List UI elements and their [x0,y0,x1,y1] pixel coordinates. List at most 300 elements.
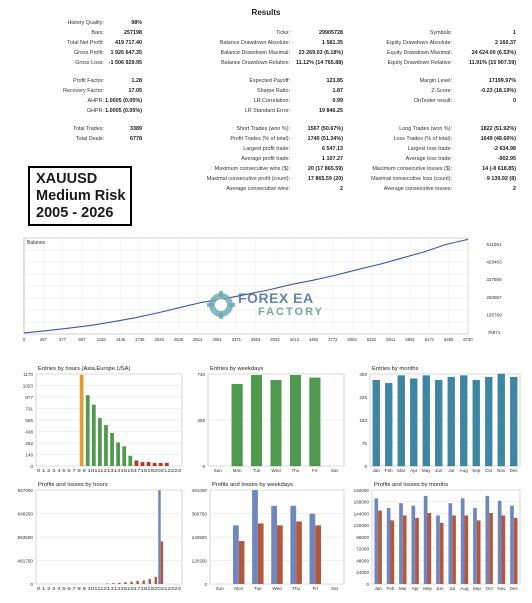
stat-label: Ticks: [276,30,290,36]
chart-bar [239,541,245,584]
stat-value: 11.12% (14 765.88) [295,60,343,66]
chart-title: Entries by weekdays [210,366,264,372]
stat-value: -9 139.92 (8) [485,176,516,182]
balance-x-tick: 5611 [386,337,396,342]
chart-bar [448,503,452,584]
stat-value: 1 107.27 [322,156,343,162]
balance-y-tick: 337565 [486,277,502,283]
chart-bar [149,579,151,584]
entries-by-months-chart [350,362,526,480]
stat-label: Average profit trade: [241,156,290,162]
report-title: Results [251,8,281,17]
stat-label: LR Correlation: [253,98,290,104]
chart-bar [440,523,444,584]
chart-bar [232,384,243,466]
chart-x-tick: Aug [459,468,468,473]
chart-bar [315,525,321,584]
stats-row [0,30,532,39]
chart-bar [290,375,301,466]
chart-y-tick: 192000 [353,487,369,493]
chart-x-tick: Feb [386,586,395,591]
chart-bar [153,463,157,466]
chart-x-tick: Tue [253,586,262,591]
chart-y-tick: 144000 [353,511,369,517]
stat-label: Maximum consecutive losses ($): [372,166,452,172]
balance-x-tick: 1156 [96,337,106,342]
chart-bar [510,506,514,584]
chart-bar [374,498,378,584]
entries-by-weekdays-svg [188,362,350,480]
chart-x-tick: Apr [410,468,418,473]
profits-by-weekdays-svg [188,478,350,598]
chart-bar [233,525,239,584]
chart-bar [296,521,302,584]
stat-value: 1740 (51.34%) [307,136,343,142]
stat-label: Largest loss trade: [407,146,452,152]
stat-value: 1822 (51.92%) [480,126,516,132]
chart-bar [92,405,96,466]
chart-y-tick: 438 [25,429,33,435]
stat-label: Loss Trades (% of total): [393,136,452,142]
chart-bar [435,380,442,466]
balance-x-tick: 6171 [424,337,435,342]
chart-bar [80,375,84,466]
chart-x-tick: Mon [232,468,242,473]
stat-value: 2 [513,186,516,192]
profits-by-months-svg [350,478,526,598]
chart-bar [514,518,518,584]
stat-label: OnTester result: [413,98,452,104]
chart-bar [489,513,493,584]
profits-by-hours-svg [8,478,188,598]
chart-y-tick: 585 [25,417,33,423]
chart-x-tick: Thu [291,468,300,473]
chart-bar [271,380,282,466]
stat-value: 1.87 [332,88,343,94]
balance-x-tick: 1445 [115,337,126,342]
chart-y-tick: 0 [364,463,367,469]
stat-value: -0.23 (18.19%) [480,88,516,94]
chart-y-tick: 168000 [353,499,369,505]
stat-value: 11.91% (15 907.59) [468,60,516,66]
overlay-risk: Medium Risk [36,188,126,204]
balance-x-tick: 0 [22,337,26,342]
chart-y-tick: 1170 [23,371,33,377]
balance-y-tick: 76871 [487,330,501,335]
chart-bar [104,425,108,466]
stat-label: Maximal consecutive loss (count): [371,176,452,182]
chart-bar [86,395,90,466]
chart-y-tick: 48000 [356,558,369,564]
chart-x-tick: Aug [460,586,469,591]
stat-value: 14 (-8 618.85) [482,166,516,172]
stat-label: Largest profit trade: [243,146,290,152]
stat-value: 1.0005 (0.05%) [105,98,142,104]
chart-bar [147,462,151,466]
stat-label: Symbols: [429,30,452,36]
stat-label: Sharpe Ratio: [257,88,290,94]
chart-x-tick: Dec [509,586,518,591]
chart-x-tick: Sun [215,586,224,591]
chart-bar [385,383,392,466]
chart-bar [110,433,114,466]
chart-title: Entries by hours (Asia,Europe,USA) [38,366,131,372]
chart-x-tick: Wed [272,586,282,591]
balance-x-tick: 4213 [289,337,299,342]
overlay-symbol: XAUUSD [36,171,98,187]
chart-bar [251,375,262,466]
stats-row [0,156,532,165]
chart-bar [124,582,126,584]
symbol-overlay [28,166,132,226]
stat-value: 2 160.37 [495,40,516,46]
balance-y-tick: 511361 [486,242,502,247]
stat-value: 0 [513,98,516,104]
chart-bar [485,496,489,584]
stats-row [0,126,532,135]
chart-bar [310,378,321,466]
chart-bar [118,583,120,584]
chart-y-tick: 365 [197,417,205,423]
chart-bar [498,501,502,584]
balance-x-tick: 3653 [250,337,261,342]
chart-bar [502,515,506,584]
balance-legend-label: Balance [27,240,46,246]
balance-x-tick: 867 [78,337,86,342]
balance-x-tick: 4772 [328,337,338,342]
chart-bar [98,418,102,466]
chart-bar [398,376,405,466]
chart-bar [252,490,258,584]
chart-y-tick: 75 [361,440,367,446]
chart-bar [155,577,157,584]
chart-title: Entries by months [372,366,419,372]
stat-value: 29905728 [319,30,343,36]
watermark-word-factory: FACTORY [258,306,324,318]
stat-value: 17.05 [128,88,142,94]
chart-bar [473,380,480,466]
chart-y-tick: 0 [30,581,33,587]
chart-x-tick: Jul [448,468,455,473]
chart-y-tick: 292 [25,440,33,446]
chart-x-ticks: 0 1 2 3 4 5 6 7 8 9 1011121314151617181920212223 [37,586,182,591]
stats-row [0,108,532,117]
stats-row [0,60,532,69]
chart-bar [159,463,163,466]
stat-value: 3389 [130,126,142,132]
chart-y-tick: 0 [366,581,369,587]
balance-x-tick: 5052 [347,337,357,342]
stat-value: 1 581.35 [322,40,343,46]
watermark-word-forex: FOREX EA [238,290,314,306]
stat-label: History Quality: [67,20,104,26]
chart-x-tick: Wed [271,468,281,473]
stat-value: 123.85 [326,78,343,84]
stat-label: Z-Score: [431,88,452,94]
chart-bar [415,518,419,584]
balance-x-tick: 6730 [463,337,473,342]
chart-y-tick: 24000 [356,570,369,576]
chart-bar [106,583,108,584]
chart-bar [399,503,403,584]
balance-x-tick: 1735 [135,337,145,342]
chart-x-tick: Jul [449,586,456,591]
chart-bar [128,456,132,466]
stat-label: AHPR: [87,98,104,104]
stat-label: Maximal consecutive profit (count): [206,176,290,182]
balance-x-tick: 3371 [231,337,242,342]
balance-x-tick: 3091 [212,337,222,342]
chart-x-tick: Apr [411,586,419,591]
stat-value: -1 506 929.95 [108,60,142,66]
chart-bar [461,498,465,584]
chart-bar [387,508,391,584]
chart-y-tick: 927000 [17,487,33,493]
stat-value: 19 846.25 [319,108,343,114]
chart-x-tick: Thu [292,586,301,591]
chart-y-tick: 0 [202,463,205,469]
entries-by-weekdays-chart [188,362,350,480]
chart-bar [452,515,456,584]
balance-x-tick: 6450 [444,337,454,342]
chart-x-ticks: 0 1 2 3 4 5 6 7 8 9 1011121314151617181920212223 [37,468,182,473]
balance-y-tick: 429463 [486,259,502,265]
stat-value: 1 [513,30,516,36]
chart-bar [424,496,428,584]
chart-y-tick: 96000 [356,534,369,540]
chart-y-tick: 481000 [191,487,207,493]
chart-bar [136,581,138,584]
chart-x-tick: Nov [497,586,506,591]
stats-row [0,78,532,87]
chart-x-tick: Fri [312,468,318,473]
stat-label: Balance Drawdown Absolute: [219,40,290,46]
chart-title: Profits and losses by months [374,482,449,488]
stat-label: Average loss trade: [405,156,452,162]
overlay-years: 2005 - 2026 [36,205,114,221]
chart-bar [477,520,481,584]
stat-label: Gross Profit: [74,50,104,56]
chart-x-tick: Oct [485,468,493,473]
stat-value: 1 926 647.35 [110,50,142,56]
balance-x-tick: 2535 [173,337,184,342]
chart-x-tick: Jun [436,586,444,591]
chart-bar [403,515,407,584]
chart-bar [130,582,132,584]
chart-y-tick: 225 [359,394,367,400]
chart-y-tick: 120250 [191,558,207,564]
chart-x-tick: Sun [213,468,222,473]
stat-label: Balance Drawdown Relative: [221,60,290,66]
stat-label: Profit Trades (% of total): [230,136,290,142]
chart-x-tick: Mar [397,468,406,473]
stat-label: Equity Drawdown Absolute: [386,40,452,46]
chart-x-tick: Oct [485,586,493,591]
stat-value: 0.99 [332,98,343,104]
stat-value: 6 547.13 [322,146,343,152]
entries-by-hours-svg [8,362,188,480]
chart-x-tick: Mar [398,586,407,591]
chart-x-tick: Tue [252,468,261,473]
balance-x-tick: 3933 [270,337,280,342]
stat-label: Total Trades: [73,126,104,132]
chart-bar [423,376,430,466]
chart-x-tick: May [421,468,431,473]
chart-x-tick: Feb [384,468,393,473]
chart-x-tick: May [423,586,432,591]
chart-y-tick: 146 [25,452,33,458]
stat-label: GHPR: [86,108,104,114]
chart-y-tick: 150 [359,417,367,423]
stats-row [0,40,532,49]
chart-x-tick: Mon [234,586,244,591]
chart-bar [277,525,283,584]
chart-x-tick: Sep [472,468,481,473]
chart-bar [310,514,316,584]
stat-label: Profit Factor: [73,78,104,84]
chart-y-tick: 360750 [191,511,207,517]
stats-row [0,88,532,97]
chart-y-tick: 72000 [356,546,369,552]
stat-value: 23 269.03 (6.18%) [298,50,343,56]
chart-bar [378,511,382,584]
stat-label: Recovery Factor: [62,88,104,94]
chart-bar [112,583,114,584]
chart-bar [428,513,432,584]
chart-x-tick: Fri [312,586,318,591]
stats-row [0,98,532,107]
chart-x-tick: Sat [330,586,338,591]
stat-value: -2 634.98 [493,146,516,152]
balance-x-tick: 4492 [308,337,319,342]
stat-value: 1649 (48.66%) [480,136,516,142]
chart-title: Profits and losses by weekdays [212,482,293,488]
chart-bar [436,515,440,584]
chart-bar [465,515,469,584]
stat-value: 6778 [130,136,142,142]
stat-value: 1.28 [131,78,142,84]
chart-y-tick: 1023 [22,383,33,389]
profits-by-weekdays-chart [188,478,350,598]
balance-x-tick: 577 [59,337,67,342]
stat-label: Equity Drawdown Relative: [387,60,452,66]
chart-bar [142,580,144,584]
entries-by-hours-chart [8,362,188,480]
chart-bar [122,446,126,466]
entries-by-months-svg [350,362,526,480]
chart-x-tick: Sat [330,468,338,473]
chart-bar [271,506,277,584]
stat-value: 257198 [124,30,142,36]
stat-label: Average consecutive wins: [226,186,290,192]
chart-bar [373,380,380,466]
chart-y-tick: 0 [30,463,33,469]
balance-x-tick: 2814 [193,337,203,342]
chart-bar [141,462,145,466]
chart-bar [448,377,455,466]
stats-row [0,50,532,59]
balance-x-tick: 2025 [154,337,164,342]
chart-y-tick: 481750 [17,558,33,564]
stat-value: 24 624.00 (6.53%) [471,50,516,56]
stats-row [0,146,532,155]
chart-y-tick: 648250 [17,511,33,517]
chart-bar [158,490,160,584]
stat-value: 1.0005 (0.05%) [105,108,142,114]
stat-label: Gross Loss: [75,60,104,66]
stat-label: Average consecutive losses: [383,186,452,192]
chart-bar [410,379,417,466]
chart-bar [116,442,120,466]
stat-label: Expected Payoff: [249,78,290,84]
chart-y-tick: 877 [25,394,33,400]
stat-label: Short Trades (won %): [236,126,290,132]
chart-bar [460,376,467,466]
chart-y-tick: 120000 [353,523,369,529]
chart-bar [290,506,296,584]
chart-bar [473,508,477,584]
chart-x-tick: Jan [372,468,380,473]
stat-value: 20 (17 865.59) [307,166,343,172]
stat-label: Maximum consecutive wins ($): [214,166,290,172]
profits-by-months-chart [350,478,526,598]
stat-label: Equity Drawdown Maximal: [386,50,452,56]
chart-bar [134,460,138,466]
stat-value: 2 [340,186,343,192]
chart-bar [391,520,395,584]
balance-x-tick: 5891 [405,337,415,342]
chart-bar [411,506,415,584]
stat-value: 419 717.40 [115,40,142,46]
chart-x-tick: Nov [497,468,506,473]
stat-label: LR Standard Error: [244,108,290,114]
stat-value: -902.95 [497,156,516,162]
stats-row [0,136,532,145]
chart-bar [161,541,163,584]
stat-label: Balance Drawdown Maximal: [220,50,290,56]
stats-row [0,20,532,29]
stat-label: Total Net Profit: [67,40,104,46]
chart-y-tick: 731 [25,406,33,412]
chart-bar [165,463,169,466]
balance-x-tick: 297 [39,337,47,342]
stat-value: 17 865.59 (20) [307,176,343,182]
chart-y-tick: 300 [359,371,367,377]
chart-bar [258,523,264,584]
stat-label: Margin Level: [419,78,452,84]
chart-x-tick: Jun [435,468,443,473]
chart-y-tick: 240500 [191,534,207,540]
chart-x-tick: Jan [374,586,382,591]
forex-ea-factory-watermark [206,288,346,322]
chart-title: Profits and losses by hours [38,482,108,488]
stat-label: Long Trades (won %): [399,126,452,132]
chart-x-tick: Dec [509,468,518,473]
chart-bar [498,374,505,466]
chart-bar [510,377,517,466]
chart-bar [485,377,492,466]
watermark-logo-icon [206,290,236,320]
chart-x-tick: Sep [472,586,481,591]
stat-label: Bars: [91,30,104,36]
balance-y-tick: 165769 [486,312,502,318]
stat-value: 98% [131,20,142,26]
chart-y-tick: 563500 [17,534,33,540]
chart-y-tick: 0 [204,581,207,587]
stat-label: Total Deals: [75,136,104,142]
profits-by-hours-chart [8,478,188,598]
chart-y-tick: 730 [197,371,205,377]
